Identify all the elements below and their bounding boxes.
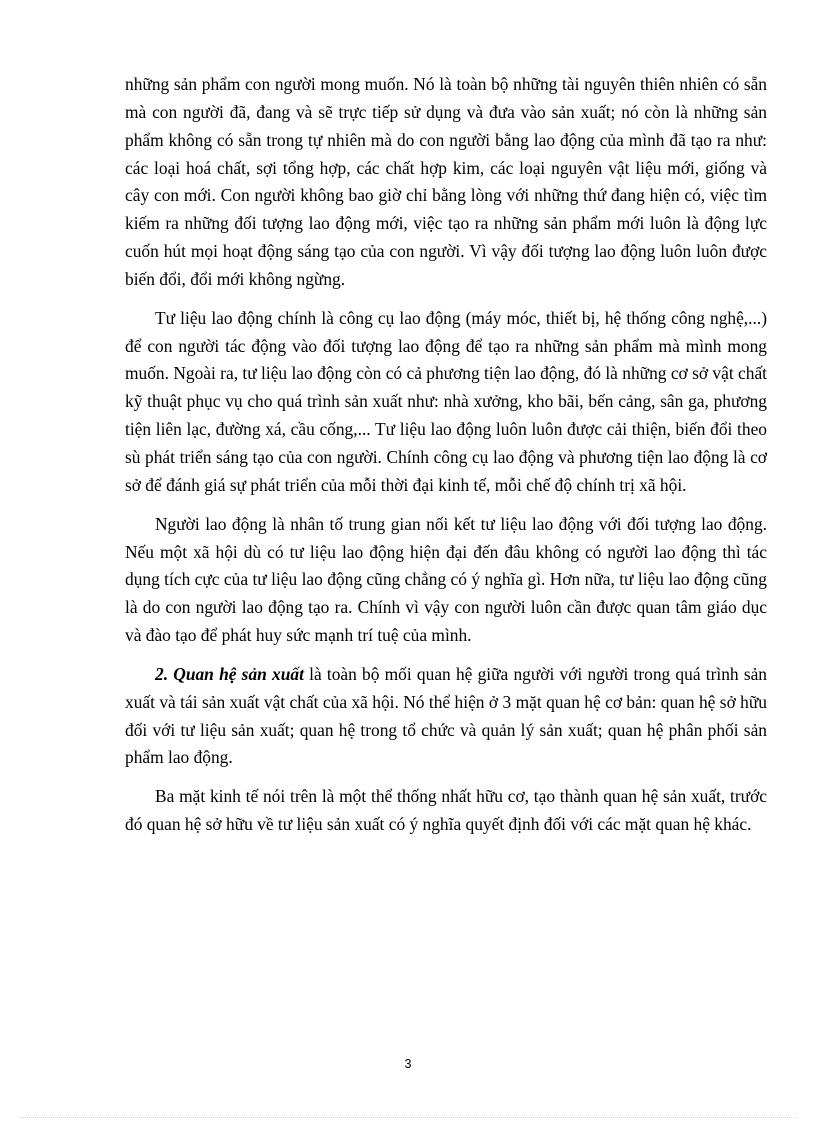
body-text: [125, 71, 767, 850]
section-text: là toàn bộ mối quan hệ giữa người với người trong quá trình sản xuất và tái sản xuất vật chất của xã hội. Nó thể hiện ở 3 mặt quan hệ cơ bản: quan hệ sở hữu đối với tư liệu sản xuất; quan hệ trong tổ chức và quản lý sản xuất; quan hệ phân phối sản phẩm lao động.: [125, 663, 768, 768]
section-heading: 2. Quan hệ sản xuất: [155, 663, 304, 684]
paragraph-labor-force: Người lao động là nhân tố trung gian nối kết tư liệu lao động với đối tượng lao động. Nếu một xã hội dù có tư liệu lao động hiện đại đến đâu không có người lao động thì tác dụng tích cực của tư liệu lao động cũng chẳng có ý nghĩa gì. Hơn nữa, tư liệu lao động cũng là do con người lao động tạo ra. Chính vì vậy con người luôn cần được quan tâm giáo dục và đào tạo để phát huy sức mạnh trí tuệ của mình.: [125, 513, 767, 646]
page-bottom-rule: [20, 1117, 796, 1118]
paragraph-means-of-labor: Tư liệu lao động chính là công cụ lao động (máy móc, thiết bị, hệ thống công nghệ,...) để con người tác động vào đối tượng lao động để tạo ra những sản phẩm mà mình mong muốn. Ngoài ra, tư liệu lao động còn có cả phương tiện lao động, đó là những cơ sở vật chất kỹ thuật phục vụ cho quá trình sản xuất như: nhà xưởng, kho bãi, bến cảng, sân ga, phương tiện liên lạc, đường xá, cầu cống,... Tư liệu lao động luôn luôn được cải thiện, biến đổi theo sù phát triển sáng tạo của con người. Chính công cụ lao động và phương tiện lao động là cơ sở để đánh giá sự phát triển của mỗi thời đại kinh tế, mỗi chế độ chính trị xã hội.: [125, 307, 767, 495]
paragraph-three-aspects: Ba mặt kinh tế nói trên là một thể thống nhất hữu cơ, tạo thành quan hệ sản xuất, trước đó quan hệ sở hữu về tư liệu sản xuất có ý nghĩa quyết định đối với các mặt quan hệ khác.: [125, 786, 767, 835]
paragraph-object-of-labor: những sản phẩm con người mong muốn. Nó là toàn bộ những tài nguyên thiên nhiên có sẵn mà con người đã, đang và sẽ trực tiếp sử dụng và đưa vào sản xuất; nó còn là những sản phẩm không có sẵn trong tự nhiên mà do con người bằng lao động của mình đã tạo ra như: các loại hoá chất, sợi tổng hợp, các chất hợp kim, các loại nguyên vật liệu mới, giống và cây con mới. Con người không bao giờ chỉ bằng lòng với những thứ đang hiện có, việc tìm kiếm ra những đối tượng lao động mới, việc tạo ra những sản phẩm mới luôn là động lực cuốn hút mọi hoạt động sáng tạo của con người. Vì vậy đối tượng lao động luôn luôn được biến đổi, đổi mới không ngừng.: [125, 74, 767, 289]
page-number: 3: [404, 1057, 412, 1071]
paragraph-relations-of-production: [125, 661, 767, 772]
